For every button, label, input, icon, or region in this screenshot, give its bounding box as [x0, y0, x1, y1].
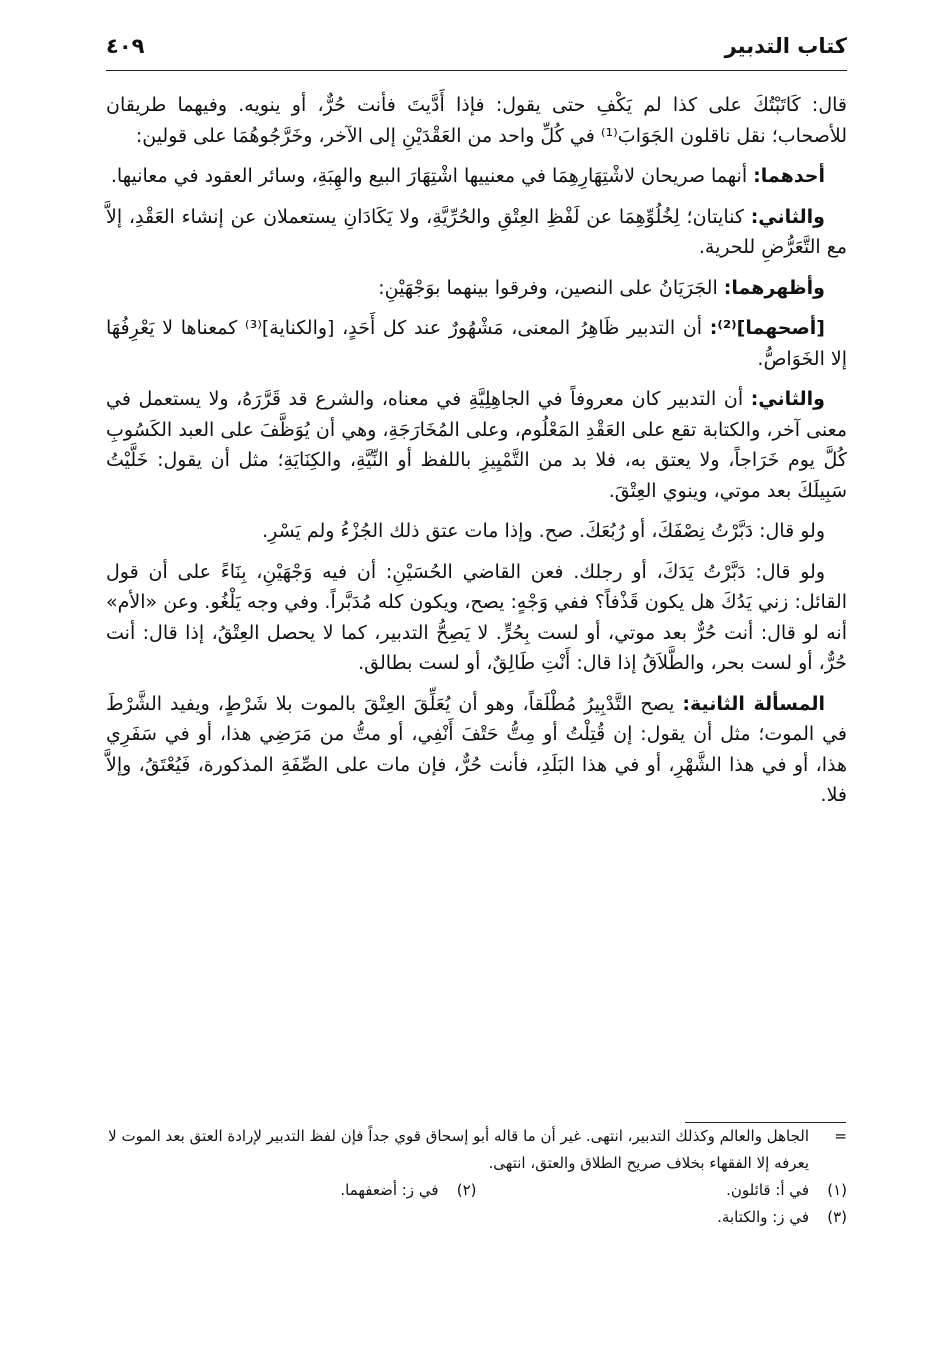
footnote-row	[106, 1177, 847, 1204]
footnote-text: الجاهل والعالم وكذلك التدبير، انتهى. غير أن ما قاله أبو إسحاق قوي جداً فإن لفظ التدبير لإرادة العتق بعد الموت لا يعرفه إلا الفقهاء بخلاف صريح الطلاق والعتق، انتهى.	[108, 1127, 809, 1172]
paragraph-lead: والثاني:	[750, 388, 825, 410]
footnote-text: في ز: أضعفهما.	[340, 1181, 439, 1199]
footnote-text: في أ: قائلون.	[726, 1181, 809, 1199]
paragraph: والثاني: كنايتان؛ لِخُلُوِّهِمَا عن لَفْظِ العِتْقِ والحُرِّيَّةِ، ولا يَكَادَانِ يستعملان عن إنشاء العَقْدِ، إلاَّ مع التَّعَرُّضِ للحرية.	[106, 205, 847, 258]
paragraph: وأظهرهما: الجَرَيَانُ على النصين، وفرقوا بينهما بوَجْهَيْنِ:	[378, 276, 825, 299]
paragraph: [أصحهما]⁽²⁾: أن التدبير ظَاهِرُ المعنى، مَشْهُورٌ عند كل أَحَدٍ، [والكناية]⁽³⁾ كمعناها لا يَعْرِفُهَا إلا الخَوَاصُّ.	[106, 317, 847, 370]
footnote-mark: (٢)	[456, 1181, 477, 1199]
footnote-text: في ز: والكتابة.	[717, 1208, 809, 1226]
paragraph: ولو قال: دَبَّرْتُ نِصْفَكَ، أو رُبُعَكَ. صح. وإذا مات عتق ذلك الجُزْءُ ولم يَسْرِ.	[262, 520, 825, 542]
footnote-continuation	[106, 1123, 847, 1177]
paragraph-lead: وأظهرهما:	[723, 276, 825, 299]
footnotes	[106, 1123, 847, 1231]
running-header	[106, 30, 847, 71]
footnote	[106, 1204, 847, 1231]
footnote-mark: (٣)	[827, 1208, 847, 1226]
footnote	[106, 1177, 477, 1204]
paragraph-lead: أحدهما:	[753, 165, 825, 187]
paragraph: ولو قال: دَبَّرْتُ يَدَكَ، أو رجلك. فعن القاضي الحُسَيْنِ: أن فيه وَجْهَيْنِ، بِنَاءً على أن قول القائل: زني يَدُكَ هل يكون قَذْفاً؟ ففي وَجْهٍ: يصح، ويكون كله مُدَبَّراً. وفي وجه يَلْغُو. وعن «الأم» أنه لو قال: أنت حُرٌّ بعد موتي، أو لست بِحُرٍّ. لا يَصِحُّ التدبير، كما لا يحصل العِتْقُ، إذا قال: أنت حُرٌّ، أو لست بحر، والطَّلاَقُ إذا قال: أَنْتِ طَالِقٌ، أو لست بطالق.	[106, 560, 847, 674]
paragraph: المسألة الثانية: يصح التَّدْبِيرُ مُطْلَقاً، وهو أن يُعَلِّقَ العِتْقَ بالموت بلا شَرْطٍ، ويفيد الشَّرْطَ في الموت؛ مثل أن يقول: إن قُتِلْتُ أو مِتُّ حَتْفَ أَنْفِي، أو متُّ من مَرَضِي هذا، أو في سَفَرِي هذا، أو في هذا الشَّهْرِ، أو في هذا البَلَدِ، فأنت حُرٌّ، فإن مات على الصِّفَةِ المذكورة، فَيُعْتَقُ، وإلاَّ فلا.	[106, 692, 847, 806]
footnote-mark: (١)	[827, 1181, 847, 1199]
page-number: ٤٠٩	[106, 34, 145, 58]
book-title: كتاب التدبير	[724, 34, 847, 58]
paragraph-lead: والثاني:	[750, 205, 825, 228]
main-text	[106, 90, 847, 821]
footnote	[477, 1177, 848, 1204]
section-heading: المسألة الثانية:	[682, 692, 825, 715]
paragraph: والثاني: أن التدبير كان معروفاً في الجاهِلِيَّةِ في معناه، والشرع قد قَرَّرَهُ، ولا يستعمل في معنى آخر، والكتابة تقع على العَقْدِ المَعْلُوم، وعلى المُخَارَجَةِ، وهي أن يُوَظَّفَ على العبد الكَسُوبِ كُلَّ يوم خَرَاجاً، ولا يعتق به، فلا بد من التَّمْيِيزِ باللفظ أو النِّيَّةِ، والكِنَايَةِ؛ مثل أن يقول: خَلَّيْتُ سَبِيلَكَ بعد موتي، وينوي العِتْقَ.	[106, 388, 847, 502]
paragraph-lead: [أصحهما]⁽²⁾:	[709, 317, 825, 339]
footnote-mark: =	[834, 1127, 847, 1145]
paragraph: قال: كَاتَبْتُكَ على كذا لم يَكْفِ حتى يقول: فإذا أَدَّيتَ فأنت حُرٌّ، أو ينويه. وفيهما طريقان للأصحاب؛ نقل ناقلون الجَوَابَ⁽¹⁾ في كُلِّ واحد من العَقْدَيْنِ إلى الآخر، وخَرَّجُوهُمَا على قولين:	[106, 94, 847, 147]
paragraph: أحدهما: أنهما صريحان لاشْتِهَارِهِمَا في معنييها اشْتِهَارَ البيع والهِبَةِ، وسائر العقود في معانيها.	[110, 165, 825, 187]
